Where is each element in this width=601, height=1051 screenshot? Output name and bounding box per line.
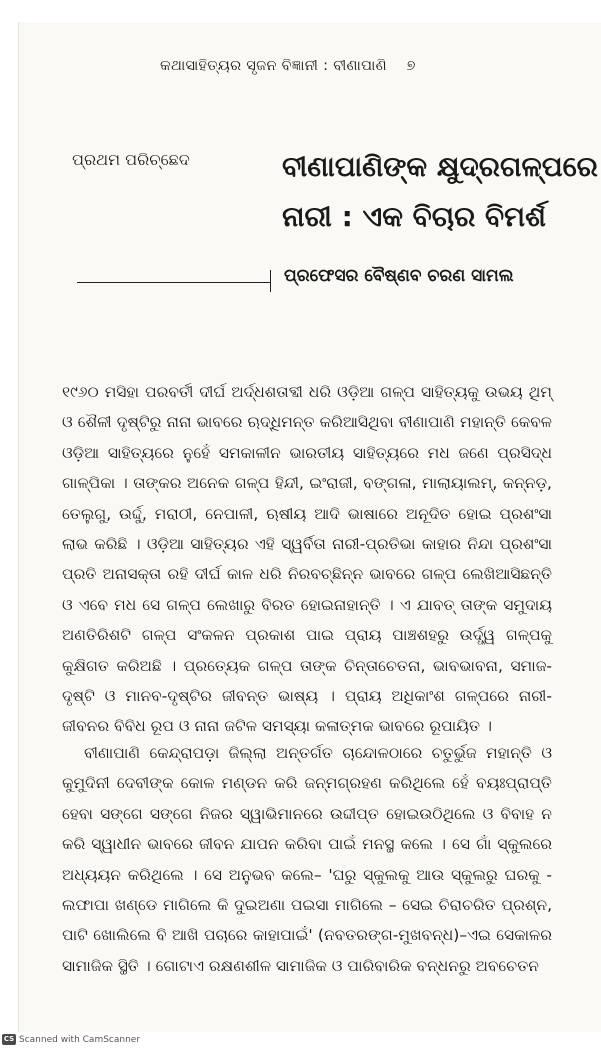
body-paragraph-2: ବୀଣାପାଣି କେନ୍ଦ୍ରାପଡ଼ା ଜିଲ୍ଲା ଅନ୍ତର୍ଗତ ଚାନ୍ଦୋଳଠାରେ ଚତୁର୍ଭୁଜ ମହାନ୍ତି ଓ କୁମୁଦିନୀ ଦେବୀଙ୍କ କୋଳ ମଣ୍ଡନ କରି ଜନ୍ମଗ୍ରହଣ କରିଥିଲେ ହେଁ ବୟଃପ୍ରାପ୍ତି ହେବା ସଙ୍ଗେ ସଙ୍ଗେ ନିଜର ସ୍ୱାଭିମାନରେ ଉଦ୍ଦୀପ୍ତ ହୋଇଉଠିଥିଲେ ଓ ବିବାହ ନ କରି ସ୍ୱାଧୀନ ଭାବରେ ଜୀବନ ଯାପନ କରିବା ପାଇଁ ମନସ୍ଥ କଲେ । ସେ ଗାଁ ସ୍କୁଲରେ ଅଧ୍ୟୟନ କରିଥିଲେ । ସେ ଅନୁଭବ କଲେ– 'ଘରୁ ସ୍କୁଲକୁ ଆଉ ସ୍କୁଲରୁ ଘରକୁ - ଲଫାପା ଖଣ୍ଡେ ମାଗିଲେ କି ଦୁଇଅଣା ପଇସା ମାଗିଲେ – ସେଇ ଚିରାଚରିତ ପ୍ରଶ୍ନ, ପାଟି ଖୋଲିଲେ ବି ଆଖି ପଚାରେ କାହାପାଇଁ' (ନବତରଙ୍ଗ-ମୁଖବନ୍ଧ)–ଏଇ ସେକାଳର ସାମାଜିକ ସ୍ଥିତି । ଗୋଟାଏ ରକ୍ଷଣଶୀଳ ସାମାଜିକ ଓ ପାରିବାରିକ ବନ୍ଧନରୁ ଅବଚେତନ bbox=[62, 744, 552, 975]
chapter-label: ପ୍ରଥମ ପରିଚ୍ଛେଦ bbox=[72, 150, 190, 169]
author-rule bbox=[77, 282, 270, 283]
author-name: ପ୍ରଫେସର ବୈଷ୍ଣବ ଚରଣ ସାମଲ bbox=[284, 266, 514, 286]
running-head-text: କଥାସାହିତ୍ୟର ସୃଜନ ବିଜ୍ଞାନୀ : ବୀଣାପାଣି bbox=[160, 58, 387, 74]
camscanner-logo: CS bbox=[3, 1035, 15, 1043]
body-paragraph-1: ୧୯୬୦ ମସିହା ପରବର୍ତୀ ଦୀର୍ଘ ଅର୍ଦ୍ଧଶତାବ୍ଦୀ ଧରି ଓଡ଼ିଆ ଗଳ୍ପ ସାହିତ୍ୟକୁ ଉଭୟ ଥିମ୍ ଓ ଶୈଳୀ ଦୃଷ୍ଟିରୁ ନାନା ଭାବରେ ଋଦ୍ଧିମନ୍ତ କରିଆସିଥିବା ବୀଣାପାଣି ମହାନ୍ତି କେବଳ ଓଡ଼ିଆ ସାହିତ୍ୟରେ ନୁହେଁ ସମକାଳୀନ ଭାରତୀୟ ସାହିତ୍ୟରେ ମଧ ଜଣେ ପ୍ରସିଦ୍ଧ ଗାଳ୍ପିକା । ତାଙ୍କର ଅନେକ ଗଳ୍ପ ହିନ୍ଦୀ, ଇଂରାଜୀ, ବଙ୍ଗଳା, ମାଲାୟାଲମ୍, କନ୍ନଡ଼, ତେଲୁଗୁ, ଉର୍ଦ୍ଦୁ, ମରାଠୀ, ନେପାଳୀ, ଋଷୀୟ ଆଦି ଭାଷାରେ ଅନୂଦିତ ହୋଇ ପ୍ରଶଂସା ଲାଭ କରିଛି । ଓଡ଼ିଆ ସାହିତ୍ୟର ଏହି ସ୍ୱର୍ବିତା ନାରୀ-ପ୍ରତିଭା କାହାର ନିନ୍ଦା ପ୍ରଶଂସା ପ୍ରତି ଅନାସକ୍ତା ରହି ଦୀର୍ଘ କାଳ ଧରି ନିରବଚ୍ଛିନ୍ନ ଭାବରେ ଗଳ୍ପ ଲେଖିଆସିଛନ୍ତି ଓ ଏବେ ମଧ ସେ ଗଳ୍ପ ଲେଖାରୁ ବିରତ ହୋଇନାହାନ୍ତି । ଏ ଯାବତ୍ ତାଙ୍କ ସମୁଦାୟ ଅଣତିରିଶଟି ଗଳ୍ପ ସଂକଳନ ପ୍ରକାଶ ପାଇ ପ୍ରାୟ ପାଞ୍ଚଶହରୁ ଉର୍ଦ୍ଧ୍ୱ ଗଳ୍ପକୁ କୁକ୍ଷିଗତ କରିଅଛି । ପ୍ରତ୍ୟେକ ଗଳ୍ପ ତାଙ୍କ ଚିନ୍ତାଚେତନା, ଭାବଭାବନା, ସମାଜ-ଦୃଷ୍ଟି ଓ ମାନବ-ଦୃଷ୍ଟିର ଜୀବନ୍ତ ଭାଷ୍ୟ । ପ୍ରାୟ ଅଧିକାଂଶ ଗଳ୍ପରେ ନାରୀ-ଜୀବନର ବିବିଧ ରୂପ ଓ ନାନା ଜଟିଳ ସମସ୍ୟା କଳାତ୍ମକ ଭାବରେ ରୂପାୟିତ । bbox=[62, 383, 552, 736]
running-head bbox=[160, 58, 580, 74]
scanner-text: Scanned with CamScanner bbox=[19, 1034, 141, 1045]
page-number: ୭ bbox=[406, 58, 416, 74]
chapter-title-line1: ବୀଣାପାଣିଙ୍କ କ୍ଷୁଦ୍ରଗଳ୍ପରେ bbox=[282, 150, 598, 183]
chapter-title-line2: ନାରୀ : ଏକ ବିଚାର ବିମର୍ଶ bbox=[282, 200, 546, 233]
author-rule-tick bbox=[270, 270, 271, 292]
scanner-footer bbox=[2, 1034, 140, 1045]
